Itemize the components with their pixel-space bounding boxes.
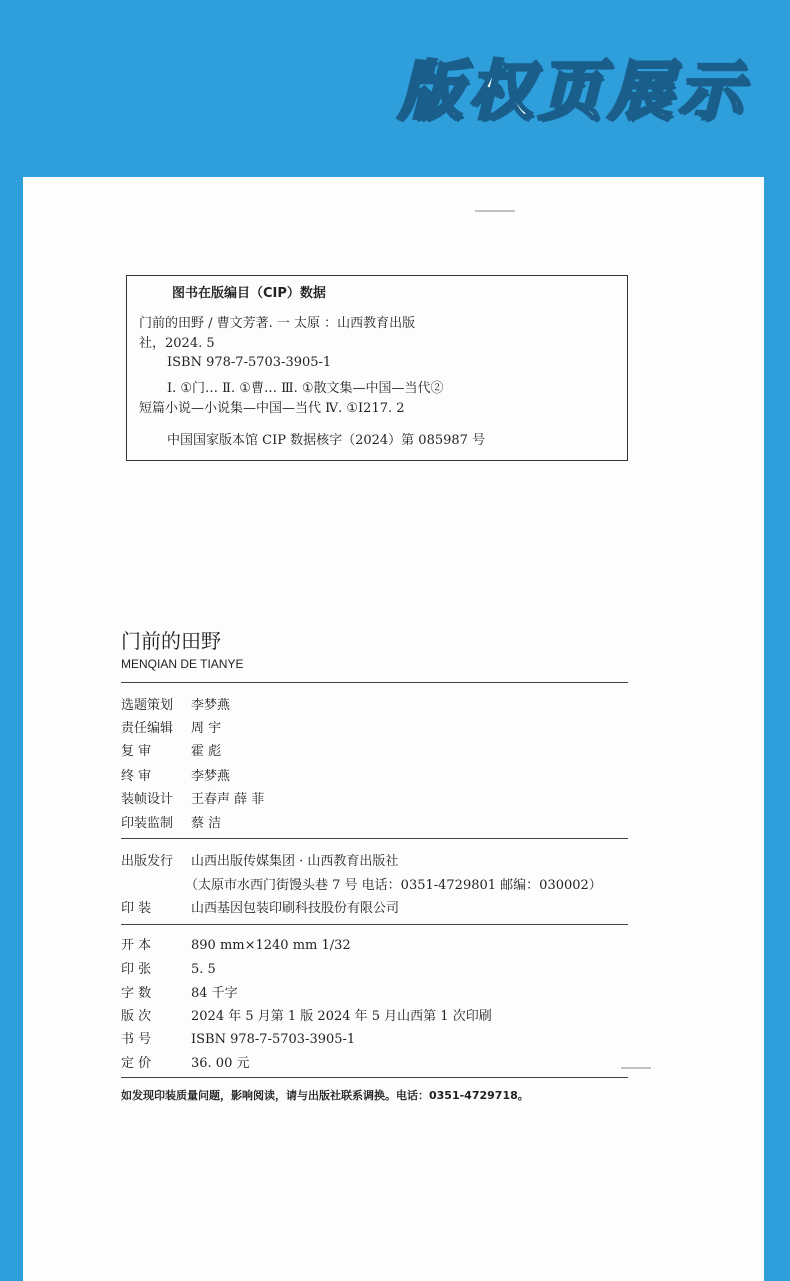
copyright-page [23, 177, 764, 1281]
credit-row [121, 812, 221, 831]
publisher-name: 山西出版传媒集团 · 山西教育出版社 [191, 854, 399, 869]
credit-row [121, 694, 230, 713]
cip-box [126, 275, 628, 461]
printer-name: 山西基因包装印刷科技股份有限公司 [191, 901, 400, 916]
credit-value: 蔡 洁 [191, 816, 222, 831]
credit-label: 印装监制 [121, 816, 174, 831]
credit-value: 周 宇 [191, 721, 222, 736]
spec-row [121, 1028, 355, 1047]
book-title: 门前的田野 [121, 629, 221, 653]
credit-label: 责任编辑 [121, 721, 174, 736]
credit-row [121, 717, 221, 736]
publisher-row [121, 850, 398, 869]
credit-label: 终 审 [121, 769, 152, 784]
spec-value: 890 mm×1240 mm 1/32 [191, 938, 351, 953]
credit-row [121, 740, 221, 759]
divider [121, 924, 628, 925]
spec-label: 印 张 [121, 962, 152, 977]
credit-label: 装帧设计 [121, 792, 174, 807]
credit-row [121, 788, 264, 807]
divider [121, 838, 628, 839]
credit-value: 李梦燕 [191, 769, 231, 784]
spec-label: 开 本 [121, 938, 152, 953]
spec-value: ISBN 978-7-5703-3905-1 [191, 1032, 356, 1047]
credit-value: 霍 彪 [191, 744, 222, 759]
cip-line-6: 中国国家版本馆 CIP 数据核字（2024）第 085987 号 [167, 433, 486, 448]
credit-label: 复 审 [121, 744, 152, 759]
cip-line-3: ISBN 978-7-5703-3905-1 [167, 355, 332, 370]
quality-notice: 如发现印装质量问题，影响阅读，请与出版社联系调换。电话：0351-4729718。 [121, 1089, 529, 1102]
publisher-address: （太原市水西门街馒头巷 7 号 电话：0351-4729801 邮编：030002） [185, 878, 602, 893]
spec-row [121, 934, 351, 953]
cip-line-2: 社，2024. 5 [139, 336, 215, 351]
spec-value: 2024 年 5 月第 1 版 2024 年 5 月山西第 1 次印刷 [191, 1009, 492, 1024]
publisher-label: 出版发行 [121, 854, 174, 869]
spec-value: 36. 00 元 [191, 1056, 250, 1071]
printer-row [121, 897, 399, 916]
spec-row [121, 958, 216, 977]
paper-speck [475, 210, 515, 212]
spec-label: 版 次 [121, 1009, 152, 1024]
printer-label: 印 装 [121, 901, 152, 916]
credit-value: 李梦燕 [191, 698, 231, 713]
banner-title: 版权页展示 [398, 55, 748, 129]
spec-row [121, 1005, 492, 1024]
divider [121, 682, 628, 683]
book-pinyin: MENQIAN DE TIANYE [121, 657, 244, 671]
spec-label: 字 数 [121, 986, 152, 1001]
paper-speck [621, 1067, 651, 1069]
cip-line-4: Ⅰ. ①门… Ⅱ. ①曹… Ⅲ. ①散文集—中国—当代② [167, 381, 444, 396]
spec-value: 84 千字 [191, 986, 238, 1001]
cip-title: 图书在版编目（CIP）数据 [172, 286, 326, 301]
spec-label: 书 号 [121, 1032, 152, 1047]
divider [121, 1077, 628, 1078]
spec-label: 定 价 [121, 1056, 152, 1071]
cip-line-5: 短篇小说—小说集—中国—当代 Ⅳ. ①I217. 2 [139, 401, 405, 416]
credit-value: 王春声 薛 菲 [191, 792, 265, 807]
cip-line-1: 门前的田野 / 曹文芳著. 一 太原 ：山西教育出版 [139, 316, 416, 331]
spec-row [121, 982, 238, 1001]
credit-row [121, 765, 230, 784]
credit-label: 选题策划 [121, 698, 174, 713]
spec-row [121, 1052, 249, 1071]
spec-value: 5. 5 [191, 962, 216, 977]
